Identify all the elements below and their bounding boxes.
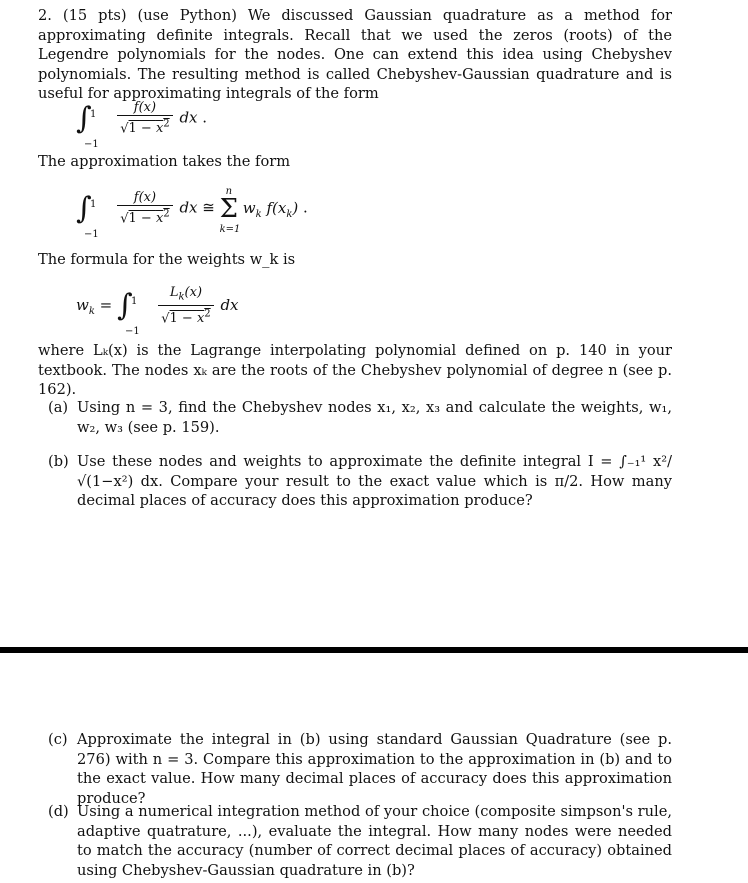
part-d: (d) Using a numerical integration method of your choice (composite simpson's rule, adaptive quatrature, ...), evaluate the integral. How many nodes were needed to match the accuracy (number of correct decimal places of accuracy) obtained using Chebyshev-Gaussian quadrature in (b)? bbox=[48, 803, 672, 879]
approx-lead: The approximation takes the form bbox=[38, 153, 291, 170]
part-b: (b) Use these nodes and weights to approximate the definite integral I = ∫₋₁¹ x²/√(1−x²) dx. Compare your result to the exact value which is π/2. How many decimal places of accuracy does this approximation produce? bbox=[48, 453, 672, 509]
weights-lead: The formula for the weights w_k is bbox=[38, 251, 296, 268]
problem-intro: 2. (15 pts) (use Python) We discussed Gaussian quadrature as a method for approximating definite integrals. Recall that we used the zeros (roots) of the Legendre polynomials for the nodes. One can extend this idea using Chebyshev polynomials. The resulting method is called Chebyshev-Gaussian quadrature and is useful for approximating integrals of the form bbox=[38, 7, 672, 102]
equation-integral-form: ∫ 1 −1 $\frac{f(x)}{√1 - x^2}$ dx . bbox=[76, 100, 208, 150]
equation-approximation: ∫ 1 −1 $\frac{f(x)}{√1 - x^2}$ dx ≅ Σ n k=1 $w_k$ $f(x_k)$ . bbox=[76, 185, 308, 240]
part-c: (c) Approximate the integral in (b) using standard Gaussian Quadrature (see p. 276) with n = 3. Compare this approximation to the approximation in (b) and to the exact value. How many decimal places of accuracy does this approximation produce? bbox=[48, 731, 672, 807]
equation-weights: $w_k$ = ∫ 1 −1 $\frac{L_k(x)}{√1 - x^2}$ dx bbox=[76, 285, 239, 337]
where-text: where Lₖ(x) is the Lagrange interpolating polynomial defined on p. 140 in your textbook. The nodes xₖ are the roots of the Chebyshev polynomial of degree n (see p. 162). bbox=[38, 342, 672, 398]
page-divider bbox=[0, 647, 748, 653]
part-a: (a) Using n = 3, find the Chebyshev nodes x₁, x₂, x₃ and calculate the weights, w₁, w₂, w₃ (see p. 159). bbox=[48, 399, 672, 436]
